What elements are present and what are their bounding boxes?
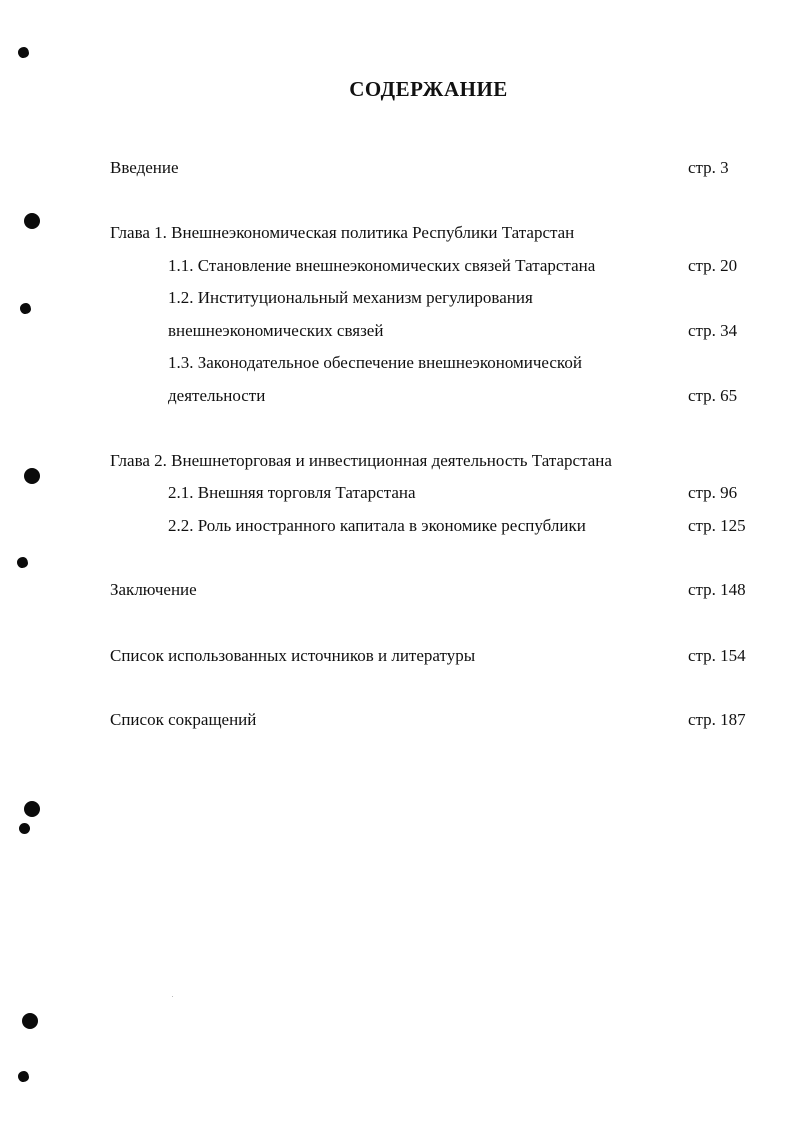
toc-section-1-3-label-line2: деятельности	[168, 386, 266, 405]
punch-hole	[18, 47, 29, 58]
toc-abbreviations-label: Список сокращений	[110, 710, 257, 729]
toc-abbreviations-page: стр. 187	[688, 710, 746, 729]
toc-conclusion-page: стр. 148	[688, 580, 746, 599]
punch-hole	[17, 557, 28, 568]
toc-conclusion-label: Заключение	[110, 580, 197, 599]
toc-chapter1-label: Глава 1. Внешнеэкономическая политика Республики Татарстан	[110, 223, 575, 242]
toc-chapter2-label: Глава 2. Внешнеторговая и инвестиционная деятельность Татарстана	[110, 451, 612, 470]
toc-section-2-1-label: 2.1. Внешняя торговля Татарстана	[168, 483, 416, 502]
toc-section-1-3-page: стр. 65	[688, 386, 738, 405]
punch-hole	[24, 213, 40, 229]
toc-section-1-2-label-line1: 1.2. Институциональный механизм регулирования	[168, 288, 533, 307]
toc-intro-label: Введение	[110, 158, 179, 177]
toc-sources-page: стр. 154	[688, 646, 746, 665]
punch-hole	[20, 303, 31, 314]
toc-section-1-1-page: стр. 20	[688, 256, 738, 275]
punch-hole	[19, 823, 30, 834]
punch-hole	[22, 1013, 38, 1029]
toc-intro-page: стр. 3	[688, 158, 729, 177]
toc-sources-label: Список использованных источников и литературы	[110, 646, 476, 665]
punch-hole	[18, 1071, 29, 1082]
toc-section-2-2-label: 2.2. Роль иностранного капитала в экономике республики	[168, 516, 586, 535]
page-title: СОДЕРЖАНИЕ	[349, 77, 508, 101]
toc-section-1-2-label-line2: внешнеэкономических связей	[168, 321, 384, 340]
toc-section-1-1-label: 1.1. Становление внешнеэкономических связей Татарстана	[168, 256, 596, 275]
punch-hole	[24, 468, 40, 484]
toc-section-1-3-label-line1: 1.3. Законодательное обеспечение внешнеэкономической	[168, 353, 582, 372]
toc-section-2-2-page: стр. 125	[688, 516, 746, 535]
toc-section-2-1-page: стр. 96	[688, 483, 738, 502]
toc-section-1-2-page: стр. 34	[688, 321, 738, 340]
punch-hole	[24, 801, 40, 817]
scan-speck	[172, 996, 173, 997]
